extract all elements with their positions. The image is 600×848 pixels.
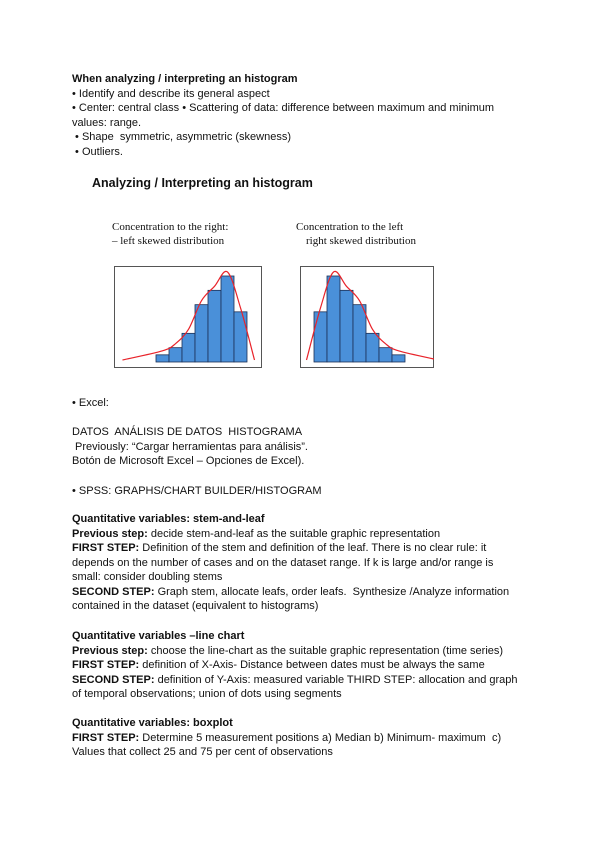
histogram-bar: [379, 348, 392, 362]
excel-line: Botón de Microsoft Excel – Opciones de Excel).: [72, 455, 305, 467]
histogram-bar: [314, 312, 327, 362]
intro-line: values: range.: [72, 116, 142, 129]
histogram-bar: [327, 276, 340, 362]
boxplot-line: [72, 731, 542, 746]
right-skewed-histogram: [300, 266, 434, 368]
intro-section: [72, 72, 542, 159]
step-text: definition of X-Axis- Distance between dates must be always the same: [139, 659, 485, 671]
step-text: of temporal observations; union of dots using segments: [72, 688, 342, 700]
intro-line: • Identify and describe its general aspect: [72, 87, 270, 100]
boxplot-line: [72, 745, 542, 760]
step-text: depends on the number of cases and on the dataset range. If k is large and/or range is: [72, 556, 494, 569]
left-caption-line: – left skewed distribution: [112, 235, 225, 247]
stem-line: [72, 599, 542, 614]
histogram-bar: [182, 333, 195, 362]
stem-line: [72, 541, 542, 556]
right-caption-line: Concentration to the left: [296, 221, 404, 233]
figure-title: Analyzing / Interpreting an histogram: [92, 176, 313, 190]
stem-line: [72, 527, 542, 542]
spss-line: • SPSS: GRAPHS/CHART BUILDER/HISTOGRAM: [72, 485, 322, 497]
step-label: Previous step:: [72, 527, 148, 540]
stem-line: [72, 570, 542, 585]
intro-line: • Shape symmetric, asymmetric (skewness): [72, 131, 292, 143]
histogram-bar: [392, 355, 405, 362]
step-label: SECOND STEP:: [72, 585, 155, 598]
left-skewed-histogram: [114, 266, 262, 368]
intro-line: • Center: central class • Scattering of data: difference between maximum and minimum: [72, 102, 495, 114]
excel-section: [72, 396, 542, 469]
step-label: SECOND STEP:: [72, 673, 155, 686]
stem-line: [72, 585, 542, 600]
histogram-bar: [156, 355, 169, 362]
intro-heading: When analyzing / interpreting an histogram: [72, 73, 298, 85]
excel-line: DATOS ANÁLISIS DE DATOS HISTOGRAMA: [72, 426, 303, 438]
intro-line: • Outliers.: [72, 145, 123, 158]
histogram-bar: [340, 290, 353, 362]
excel-bullet: • Excel:: [72, 397, 109, 409]
histogram-bar: [221, 276, 234, 362]
step-text: contained in the dataset (equivalent to histograms): [72, 600, 319, 612]
histogram-bar: [353, 305, 366, 362]
step-label: Previous step:: [72, 644, 148, 657]
step-text: Determine 5 measurement positions a) Median b) Minimum- maximum c): [139, 731, 502, 744]
step-text: Graph stem, allocate leafs, order leafs. Synthesize /Analyze information: [154, 585, 510, 598]
boxplot-section: [72, 716, 542, 760]
left-caption-line: Concentration to the right:: [112, 221, 229, 233]
line-chart-line: [72, 644, 542, 659]
line-chart-line: [72, 687, 542, 702]
step-text: definition of Y-Axis: measured variable THIRD STEP: allocation and graph: [154, 673, 518, 686]
step-text: small: consider doubling stems: [72, 571, 223, 583]
stem-heading: Quantitative variables: stem-and-leaf: [72, 513, 265, 525]
histogram-bar: [234, 312, 247, 362]
histogram-bar: [169, 348, 182, 362]
step-text: decide stem-and-leaf as the suitable graphic representation: [147, 527, 441, 540]
boxplot-heading: Quantitative variables: boxplot: [72, 717, 233, 729]
line-chart-line: [72, 658, 542, 673]
step-label: FIRST STEP:: [72, 659, 140, 671]
histogram-bar: [208, 290, 221, 362]
line-chart-line: [72, 673, 542, 688]
left-caption: [112, 220, 228, 248]
step-label: FIRST STEP:: [72, 542, 140, 554]
step-text: Values that collect 25 and 75 per cent of observations: [72, 746, 333, 758]
stem-line: [72, 556, 542, 571]
histogram-bar: [195, 305, 208, 362]
line-chart-section: [72, 629, 542, 702]
step-label: FIRST STEP:: [72, 731, 140, 744]
step-text: choose the line-chart as the suitable graphic representation (time series): [147, 644, 504, 657]
right-caption-line: right skewed distribution: [306, 235, 416, 247]
histogram-bar: [366, 333, 379, 362]
excel-line: Previously: “Cargar herramientas para análisis”.: [72, 440, 308, 453]
stem-section: [72, 512, 542, 614]
line-chart-heading: Quantitative variables –line chart: [72, 630, 245, 642]
step-text: Definition of the stem and definition of the leaf. There is no clear rule: it: [139, 542, 487, 554]
right-caption: [296, 220, 416, 248]
